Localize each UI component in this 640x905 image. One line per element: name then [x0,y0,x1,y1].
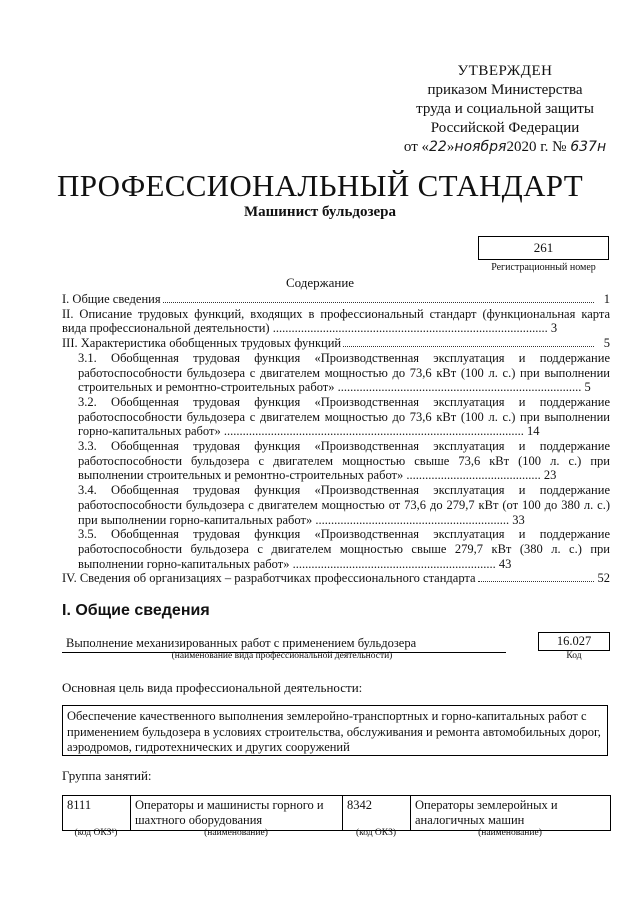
toc-item[interactable] [62,336,610,351]
toc-item[interactable] [62,292,610,307]
occupation-code-cell: 8342 [343,796,411,831]
approval-line-2: труда и социальной защиты [416,101,594,117]
toc-leader [343,346,594,347]
toc-item-text: IV. Сведения об организациях – разработчиках профессионального стандарта [62,571,476,586]
toc-page: 23 [543,468,557,483]
toc-page: 1 [603,292,610,306]
toc-leader [478,581,594,582]
toc-item-text: I. Общие сведения [62,292,161,306]
toc-item-text: 3.3. Обобщенная трудовая функция «Производственная эксплуатация и поддержание работоспособности бульдозера с двигателем мощностью свыше 73,6 кВт (100 л. с.) при выполнении строительных и ремонтно-строительных работ» [78,439,610,483]
caption-code-1: (код ОКЗ¹) [74,828,118,838]
toc-item[interactable]: 3.4. Обобщенная трудовая функция «Производственная эксплуатация и поддержание работоспособности бульдозера с двигателем мощностью от 73,6 до 279,7 кВт (от 100 до 380 л. с.) при выполнении горно-капитальных работ» .............................................................. 33 [78,483,610,527]
occupation-name-cell: Операторы и машинисты горного и шахтного оборудования [131,796,343,831]
section-title: I. Общие сведения [62,602,210,619]
table-row [63,796,611,831]
occupation-code-cell: 8111 [63,796,131,831]
caption-name-2: (наименование) [478,828,542,838]
document-subtitle: Машинист бульдозера [243,204,397,220]
toc-item-text: 3.5. Обобщенная трудовая функция «Производственная эксплуатация и поддержание работоспособности бульдозера с двигателем мощностью свыше 279,7 кВт (380 л. с.) при выполнении горно-капитальных работ» [78,527,610,571]
toc-item[interactable]: II. Описание трудовых функций, входящих в профессиональный стандарт (функциональная карта вида профессиональной деятельности) ........................................................................................ 3 [62,306,610,336]
toc-item[interactable]: 3.3. Обобщенная трудовая функция «Производственная эксплуатация и поддержание работоспособности бульдозера с двигателем мощностью свыше 73,6 кВт (100 л. с.) при выполнении строительных и ремонтно-строительных работ» ........................................... 23 [78,439,610,483]
approval-line-3: Российской Федерации [430,120,580,136]
toc-item-text: II. Описание трудовых функций, входящих в профессиональный стандарт (функциональная карта вида профессиональной деятельности) [62,306,610,336]
toc-page: 52 [597,571,610,586]
activity-code: 16.027 [538,632,610,651]
toc-item-text: 3.1. Обобщенная трудовая функция «Производственная эксплуатация и поддержание работоспособности бульдозера с двигателем мощностью до 73,6 кВт (100 л. с.) при выполнении строительных и ремонтно-строительных работ» [78,350,610,395]
approval-heading: УТВЕРЖДЕН [457,63,553,79]
toc-page: 5 [603,336,610,351]
document-title: ПРОФЕССИОНАЛЬНЫЙ СТАНДАРТ [57,168,583,203]
registration-label: Регистрационный номер [491,262,596,273]
goal-label: Основная цель вида профессиональной деятельности: [62,680,363,695]
date-mid: » [446,139,455,155]
toc-item[interactable]: 3.5. Обобщенная трудовая функция «Производственная эксплуатация и поддержание работоспособности бульдозера с двигателем мощностью свыше 279,7 кВт (380 л. с.) при выполнении горно-капитальных работ» ................................................................. 43 [78,527,610,571]
toc-heading: Содержание [285,275,355,290]
toc-item-text: III. Характеристика обобщенных трудовых функций [62,336,342,351]
toc-page: 33 [512,512,525,527]
caption-name-1: (наименование) [204,828,268,838]
occupation-captions [62,828,610,838]
registration-number: 261 [478,236,609,260]
order-number: 637н [570,139,607,155]
toc-item[interactable]: 3.1. Обобщенная трудовая функция «Производственная эксплуатация и поддержание работоспособности бульдозера с двигателем мощностью до 73,6 кВт (100 л. с.) при выполнении строительных и ремонтно-строительных работ» .............................................................................. 5 [78,350,610,395]
occupation-name-cell: Операторы землеройных и аналогичных машин [411,796,611,831]
toc-item[interactable]: 3.2. Обобщенная трудовая функция «Производственная эксплуатация и поддержание работоспособности бульдозера с двигателем мощностью до 73,6 кВт (100 л. с.) при выполнении горно-капитальных работ» ................................................................................................ 14 [78,394,610,439]
activity-name: Выполнение механизированных работ с применением бульдозера [62,636,506,653]
approval-block [385,62,625,157]
date-prefix: от « [403,139,430,155]
toc-page: 3 [550,321,558,336]
approval-line-1: приказом Министерства [427,82,583,98]
toc-page: 43 [498,556,512,571]
toc-item-text: 3.2. Обобщенная трудовая функция «Производственная эксплуатация и поддержание работоспособности бульдозера с двигателем мощностью до 73,6 кВт (100 л. с.) при выполнении горно-капитальных работ» [78,394,610,439]
toc-page: 5 [584,380,591,395]
occupation-table [62,795,611,831]
toc-item[interactable] [62,571,610,586]
toc-item-text: 3.4. Обобщенная трудовая функция «Производственная эксплуатация и поддержание работоспособности бульдозера с двигателем мощностью от 73,6 до 279,7 кВт (от 100 до 380 л. с.) при выполнении горно-капитальных работ» [78,483,610,527]
toc-page: 14 [526,424,540,439]
date-month: ноября [454,139,507,155]
caption-code-2: (код ОКЗ) [355,828,397,838]
date-day: 22 [429,139,447,155]
date-year: 2020 г. № [506,139,567,155]
activity-caption: (наименование вида профессиональной деятельности) [171,651,393,661]
approval-date-line [385,138,625,157]
table-of-contents [62,292,610,586]
activity-code-label: Код [566,651,582,661]
goal-text: Обеспечение качественного выполнения землеройно-транспортных и горно-капитальных работ с применением бульдозера в условиях строительства, обслуживания и ремонта автомобильных дорог, аэродромов, гидротехнических и других сооружений [62,705,608,756]
toc-leader [163,302,594,303]
occupation-group-label: Группа занятий: [62,768,152,783]
